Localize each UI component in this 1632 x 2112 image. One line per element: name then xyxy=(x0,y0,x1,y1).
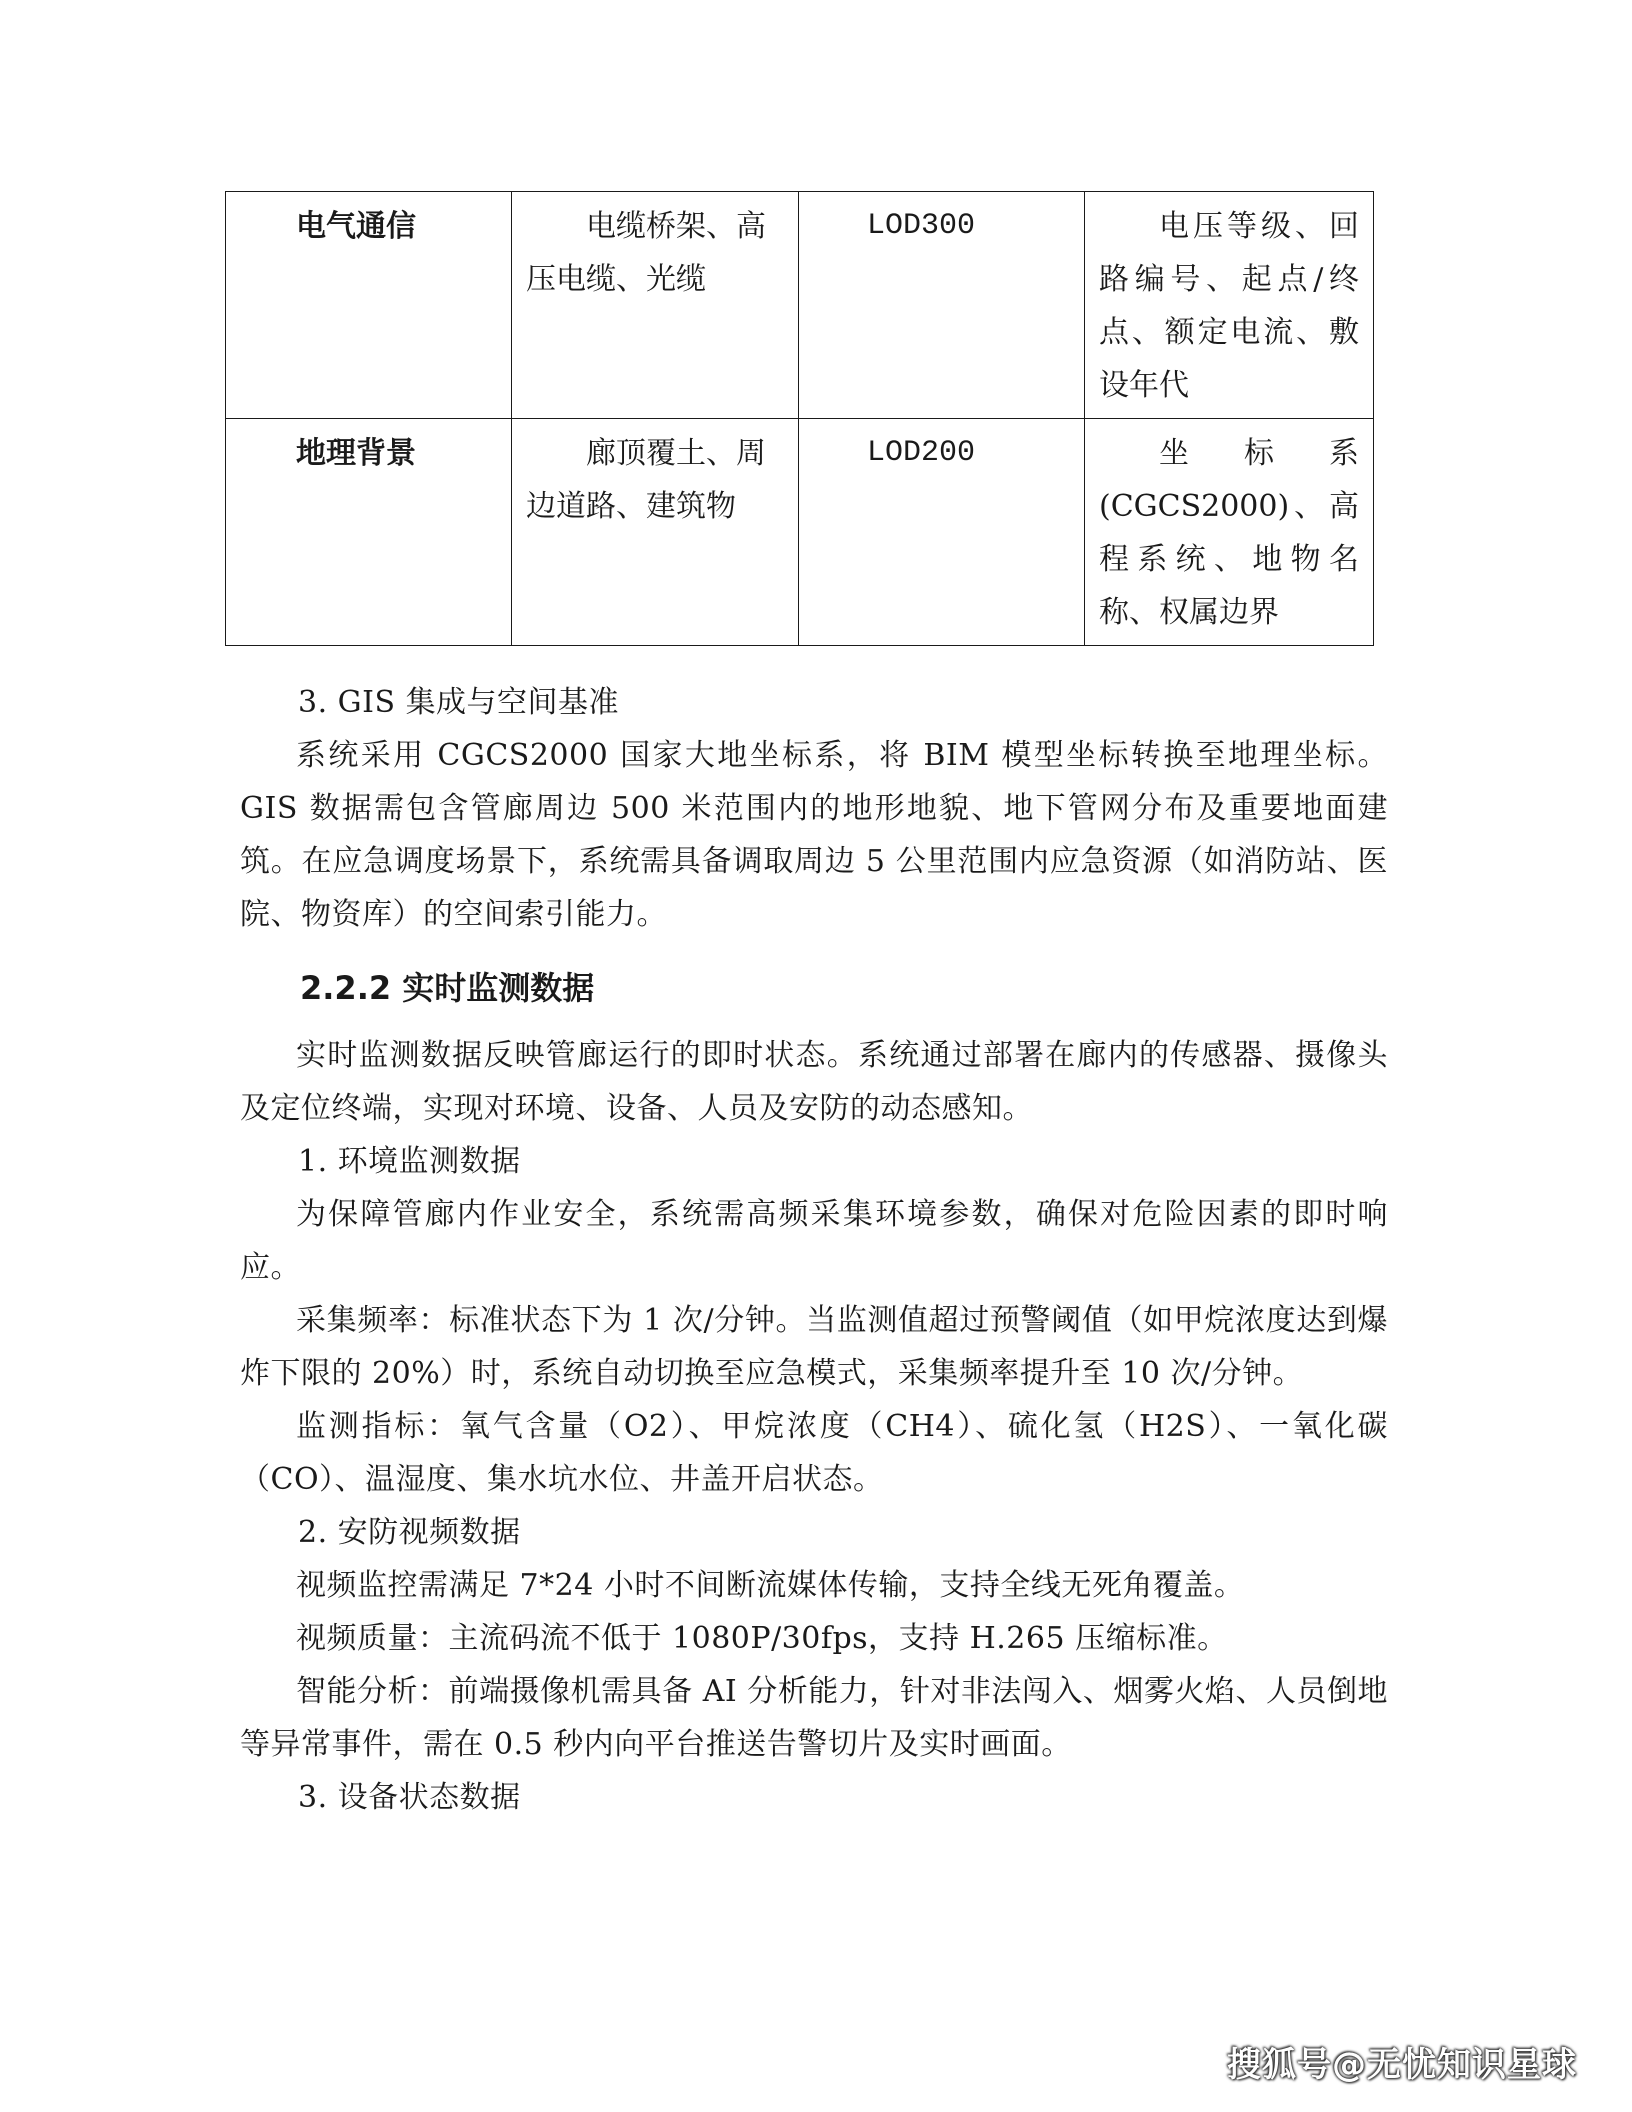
section-heading-2-2-2 xyxy=(300,962,594,1015)
watermark: 搜狐号@无忧知识星球 xyxy=(1227,2045,1577,2085)
gis-section xyxy=(240,676,1388,941)
table-cell-category: 地理背景 xyxy=(226,419,512,646)
realtime-section xyxy=(240,1029,1388,1824)
paragraph-env-intro: 为保障管廊内作业安全，系统需高频采集环境参数，确保对危险因素的即时响应。 xyxy=(240,1197,1388,1285)
heading-number: 2.2.2 xyxy=(300,969,392,1007)
paragraph-gis: 系统采用 CGCS2000 国家大地坐标系，将 BIM 模型坐标转换至地理坐标。GIS 数据需包含管廊周边 500 米范围内的地形地貌、地下管网分布及重要地面建筑。在应急调度场景下，系统需具备调取周边 5 公里范围内应急资源（如消防站、医院、物资库）的空间索引能力。 xyxy=(240,738,1388,932)
heading-title: 实时监测数据 xyxy=(402,969,595,1007)
section-title-env: 1. 环境监测数据 xyxy=(298,1144,521,1179)
attributes-spread-line: 坐 标 系 xyxy=(1159,436,1359,471)
table-row xyxy=(226,419,1374,646)
section-title-device: 3. 设备状态数据 xyxy=(298,1780,521,1815)
paragraph-env-indicators: 监测指标：氧气含量（O2）、甲烷浓度（CH4）、硫化氢（H2S）、一氧化碳（CO）、温湿度、集水坑水位、井盖开启状态。 xyxy=(240,1409,1388,1497)
table-cell-attributes: 电压等级、回路编号、起点/终点、额定电流、敷设年代 xyxy=(1085,192,1374,419)
paragraph-realtime-intro: 实时监测数据反映管廊运行的即时状态。系统通过部署在廊内的传感器、摄像头及定位终端，实现对环境、设备、人员及安防的动态感知。 xyxy=(240,1038,1388,1126)
paragraph-video-ai: 智能分析：前端摄像机需具备 AI 分析能力，针对非法闯入、烟雾火焰、人员倒地等异常事件，需在 0.5 秒内向平台推送告警切片及实时画面。 xyxy=(240,1674,1388,1762)
table-row xyxy=(226,192,1374,419)
paragraph-video-intro: 视频监控需满足 7*24 小时不间断流媒体传输，支持全线无死角覆盖。 xyxy=(296,1568,1245,1603)
paragraph-env-frequency: 采集频率：标准状态下为 1 次/分钟。当监测值超过预警阈值（如甲烷浓度达到爆炸下限的 20%）时，系统自动切换至应急模式，采集频率提升至 10 次/分钟。 xyxy=(240,1303,1388,1391)
table-cell-objects: 廊顶覆土、周边道路、建筑物 xyxy=(512,419,799,646)
section-title-gis: 3. GIS 集成与空间基准 xyxy=(298,685,620,720)
section-title-video: 2. 安防视频数据 xyxy=(298,1515,521,1550)
table-cell-lod: LOD200 xyxy=(799,419,1085,646)
table-cell-objects: 电缆桥架、高压电缆、光缆 xyxy=(512,192,799,419)
model-spec-table xyxy=(225,191,1374,646)
table-cell-attributes xyxy=(1085,419,1374,646)
table-cell-category: 电气通信 xyxy=(226,192,512,419)
attributes-rest: (CGCS2000)、高程系统、地物名称、权属边界 xyxy=(1099,489,1359,630)
table-cell-lod: LOD300 xyxy=(799,192,1085,419)
paragraph-video-quality: 视频质量：主流码流不低于 1080P/30fps，支持 H.265 压缩标准。 xyxy=(296,1621,1228,1656)
